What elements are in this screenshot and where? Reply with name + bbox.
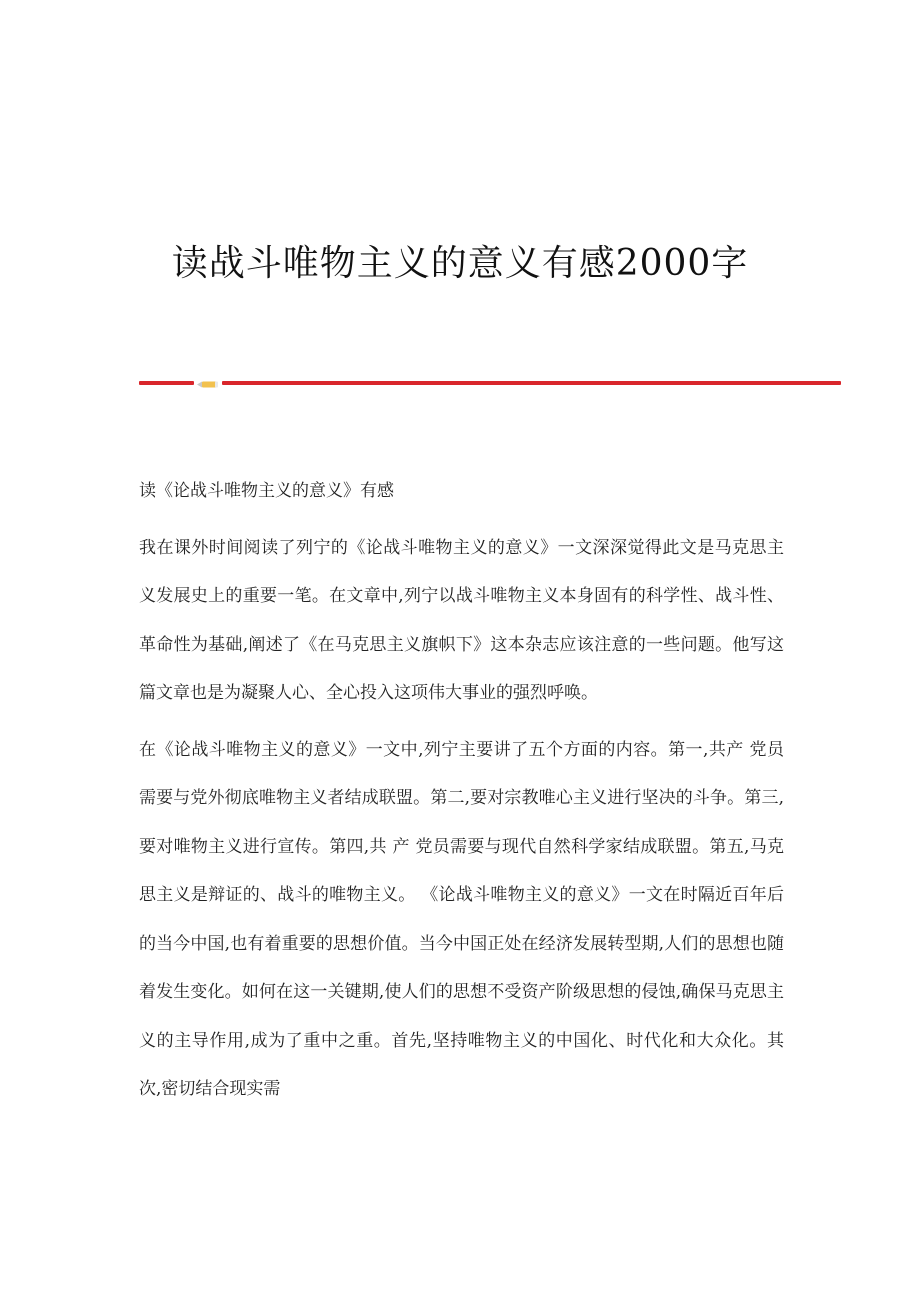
body-paragraph: 在《论战斗唯物主义的意义》一文中,列宁主要讲了五个方面的内容。第一,共产 党员需要与党外彻底唯物主义者结成联盟。第二,要对宗教唯心主义进行坚决的斗争。第三,要对唯物主义进行宣传。第四,共 产 党员需要与现代自然科学家结成联盟。第五,马克思主义是辩证的、战斗的唯物主义。 《论战斗唯物主义的意义》一文在时隔近百年后的当今中国,也有着重要的思想价值。当今中国正处在经济发展转型期,人们的思想也随着发生变化。如何在这一关键期,使人们的思想不受资产阶级思想的侵蚀,确保马克思主义的主导作用,成为了重中之重。首先,坚持唯物主义的中国化、时代化和大众化。其次,密切结合现实需 bbox=[139, 739, 784, 1099]
document-title: 读战斗唯物主义的意义有感2000字 bbox=[171, 243, 749, 285]
document-subtitle: 读《论战斗唯物主义的意义》有感 bbox=[139, 481, 394, 501]
document-body bbox=[139, 467, 784, 1122]
divider-right-segment bbox=[222, 381, 841, 385]
pencil-icon-body bbox=[202, 382, 216, 388]
pencil-icon-eraser bbox=[215, 382, 218, 388]
divider-left-segment bbox=[139, 381, 194, 385]
body-paragraph: 我在课外时间阅读了列宁的《论战斗唯物主义的意义》一文深深觉得此文是马克思主义发展史上的重要一笔。在文章中,列宁以战斗唯物主义本身固有的科学性、战斗性、革命性为基础,阐述了《在马克思主义旗帜下》这本杂志应该注意的一些问题。他写这篇文章也是为凝聚人心、全心投入这项伟大事业的强烈呼唤。 bbox=[139, 537, 784, 703]
pencil-icon-tip bbox=[197, 382, 202, 388]
title-divider bbox=[139, 381, 841, 387]
pencil-icon bbox=[197, 380, 219, 389]
